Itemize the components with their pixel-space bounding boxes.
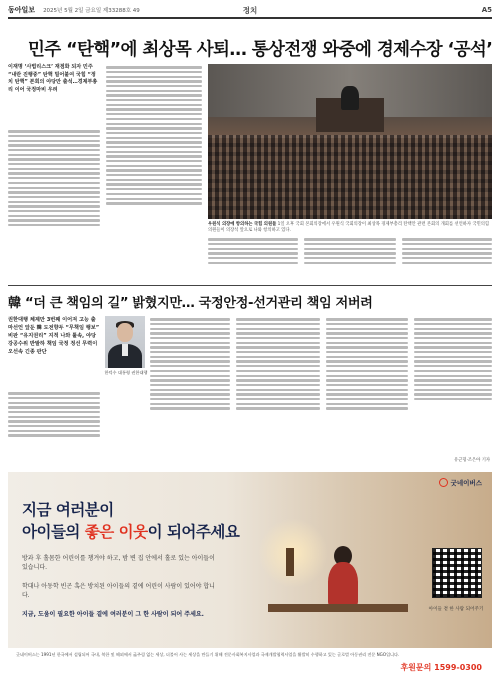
ad-headline-2-post: 이 되어주세요 bbox=[147, 523, 240, 541]
ad-headline-1: 지금 여러분이 bbox=[22, 501, 114, 519]
good-neighbors-ad[interactable] bbox=[8, 472, 492, 684]
issue-date: 2025년 5월 2일 금요일 제33288호 49 bbox=[43, 8, 140, 14]
qr-code-icon[interactable] bbox=[432, 548, 482, 598]
article2-body-col4 bbox=[326, 316, 408, 466]
section-divider bbox=[8, 285, 492, 286]
article2-body-col1 bbox=[8, 390, 100, 466]
photo-caption-title: 우원식 의장에 항의하는 국힘 의원들 bbox=[208, 222, 277, 227]
article1-body-col2 bbox=[106, 64, 202, 280]
ad-headline-2-highlight: 좋은 이웃 bbox=[84, 523, 148, 541]
brand-logo-icon bbox=[439, 478, 448, 487]
article2-byline: 유근형·조은아 기자 bbox=[454, 458, 490, 463]
article1-headline: 민주 “탄핵”에 최상목 사퇴… 통상전쟁 와중에 경제수장 ‘공석’ bbox=[28, 40, 493, 60]
article1-body-col3 bbox=[208, 236, 298, 282]
article1-body-col5 bbox=[402, 236, 492, 282]
ad-brand-name: 굿네이버스 bbox=[450, 479, 482, 487]
ad-headline-2 bbox=[22, 520, 239, 542]
article2-body-col5 bbox=[414, 316, 492, 454]
ad-body-3: 지금, 도움이 필요한 아이들 곁에 여러분이 그 한 사람이 되어 주세요. bbox=[22, 611, 204, 618]
page-number: A5 bbox=[481, 6, 492, 14]
article2-body-col3 bbox=[236, 316, 320, 466]
photo-caption bbox=[208, 222, 492, 234]
ad-footnote: 굿네이버스는 1991년 한국에서 설립되어 국내, 북한 및 해외에서 굶주림 없는 세상, 더불어 사는 세상을 만들기 위해 전문사회복지사업과 국제개발협력사업을 활발히 수행하고 있는 글로벌 아동권리 전문 NGO입니다. bbox=[8, 648, 492, 684]
assembly-photo bbox=[208, 64, 492, 219]
top-rule bbox=[8, 17, 492, 19]
article1-body-col1 bbox=[8, 128, 100, 280]
han-portrait bbox=[105, 316, 145, 368]
article1-lead: 이재명 ‘사법리스크’ 재점화 되자 민주 “내란 진행중” 탄핵 밀어붙여 국힘 “정치 탄핵” 본회의 야당만 출석…경제부총리 이어 국정마비 우려 bbox=[8, 64, 98, 93]
section-label: 정치 bbox=[242, 5, 258, 15]
donation-hotline[interactable]: 후원문의 1599-0300 bbox=[400, 663, 482, 672]
child-studying-illustration bbox=[258, 518, 418, 638]
ad-body-1: 방과 후 홀몸한 어린이를 챙겨야 하고, 밤 변 집 안에서 홀로 있는 아이들이 있습니다. bbox=[22, 555, 215, 571]
ad-headline-2-pre: 아이들의 bbox=[22, 523, 85, 541]
ad-brand bbox=[439, 478, 482, 487]
qr-label: 아이들 곁 한 사람 되어주기 bbox=[428, 607, 484, 612]
masthead bbox=[8, 4, 492, 16]
ad-body-2: 학대나 아동학 빈곤 혹은 방치된 아이들의 곁에 어린이 사람이 있어야 합니다. bbox=[22, 583, 215, 599]
article1-body-col4 bbox=[304, 236, 396, 282]
article2-body-col2 bbox=[150, 316, 230, 466]
article2-headline: 韓 “더 큰 책임의 길” 밝혔지만… 국정안정-선거관리 책임 저버려 bbox=[8, 296, 373, 311]
photo-caption-body: 1일 오후 국회 본회의장에서 우원식 국회의장이 최상목 경제부총리 탄핵안 관련 본회의 개회를 선언하자 국민의힘 의원들이 의장석 앞으로 나와 항의하고 있다. bbox=[208, 222, 490, 234]
portrait-caption: 한덕수 대통령 권한대행 bbox=[104, 370, 148, 375]
article2-subhead: 권한대행 체제만 3번째 이어져 고능 출마선언 앞둔 韓 도전향두 “무책임 행보” 비판 “유지권리” 지적 나와 툴속, 야당 강공수위 반발하 책임 국정 정선 무력이 오선속 긴종 판단 bbox=[8, 317, 100, 356]
newspaper-logo: 동아일보 bbox=[8, 5, 36, 14]
